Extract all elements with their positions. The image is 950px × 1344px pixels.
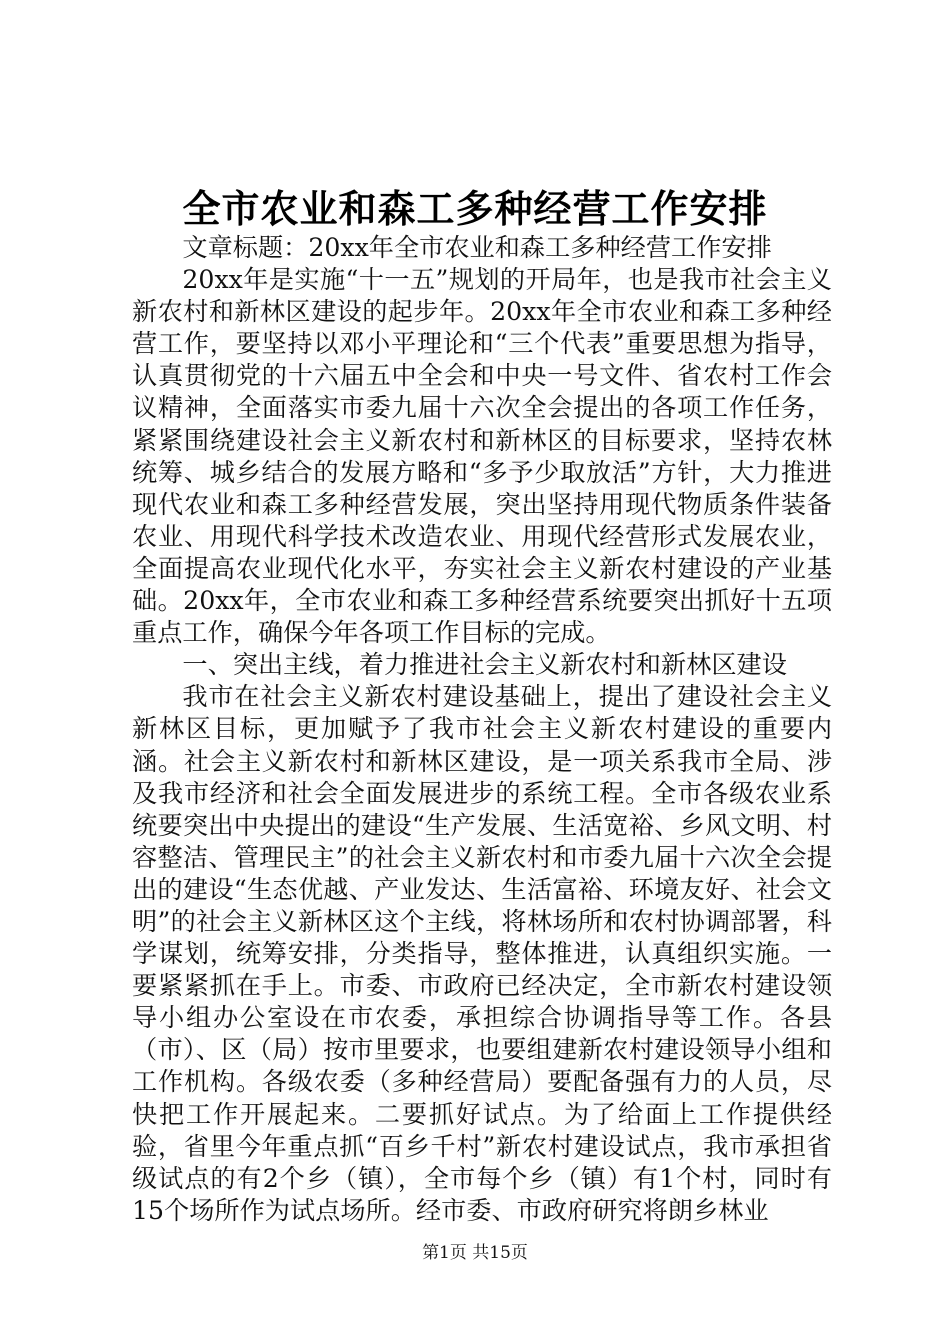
intro-paragraph: 20xx年是实施“十一五”规划的开局年，也是我市社会主义新农村和新林区建设的起步年。20xx年全市农业和森工多种经营工作，要坚持以邓小平理论和“三个代表”重要思想为指导，认真贯彻党的十六届五中全会和中央一号文件、省农村工作会议精神，全面落实市委九届十六次全会提出的各项工作任务，紧紧围绕建设社会主义新农村和新林区的目标要求，坚持农林统筹、城乡结合的发展方略和“多予少取放活”方针，大力推进现代农业和森工多种经营发展，突出坚持用现代物质条件装备农业、用现代科学技术改造农业、用现代经营形式发展农业，全面提高农业现代化水平，夯实社会主义新农村建设的产业基础。20xx年，全市农业和森工多种经营系统要突出抓好十五项重点工作，确保今年各项工作目标的完成。 (132, 265, 832, 648)
article-title-line: 文章标题：20xx年全市农业和森工多种经营工作安排 (182, 233, 772, 262)
page-number-footer: 第1页 共15页 (422, 1243, 528, 1263)
document-title: 全市农业和森工多种经营工作安排 (182, 187, 768, 231)
document-body (132, 232, 832, 1227)
body-paragraph: 我市在社会主义新农村建设基础上，提出了建设社会主义新林区目标，更加赋予了我市社会主义新农村建设的重要内涵。社会主义新农村和新林区建设，是一项关系我市全局、涉及我市经济和社会全面发展进步的系统工程。全市各级农业系统要突出中央提出的建设“生产发展、生活宽裕、乡风文明、村容整洁、管理民主”的社会主义新农村和市委九届十六次全会提出的建设“生态优越、产业发达、生活富裕、环境友好、社会文明”的社会主义新林区这个主线，将林场所和农村协调部署，科学谋划，统筹安排，分类指导，整体推进，认真组织实施。一要紧紧抓在手上。市委、市政府已经决定，全市新农村建设领导小组办公室设在市农委，承担综合协调指导等工作。各县（市）、区（局）按市里要求，也要组建新农村建设领导小组和工作机构。各级农委（多种经营局）要配备强有力的人员，尽快把工作开展起来。二要抓好试点。为了给面上工作提供经验，省里今年重点抓“百乡千村”新农村建设试点，我市承担省级试点的有2个乡（镇），全市每个乡（镇）有1个村，同时有15个场所作为试点场所。经市委、市政府研究将朗乡林业 (132, 682, 832, 1225)
section-heading: 一、突出主线，着力推进社会主义新农村和新林区建设 (182, 650, 787, 680)
